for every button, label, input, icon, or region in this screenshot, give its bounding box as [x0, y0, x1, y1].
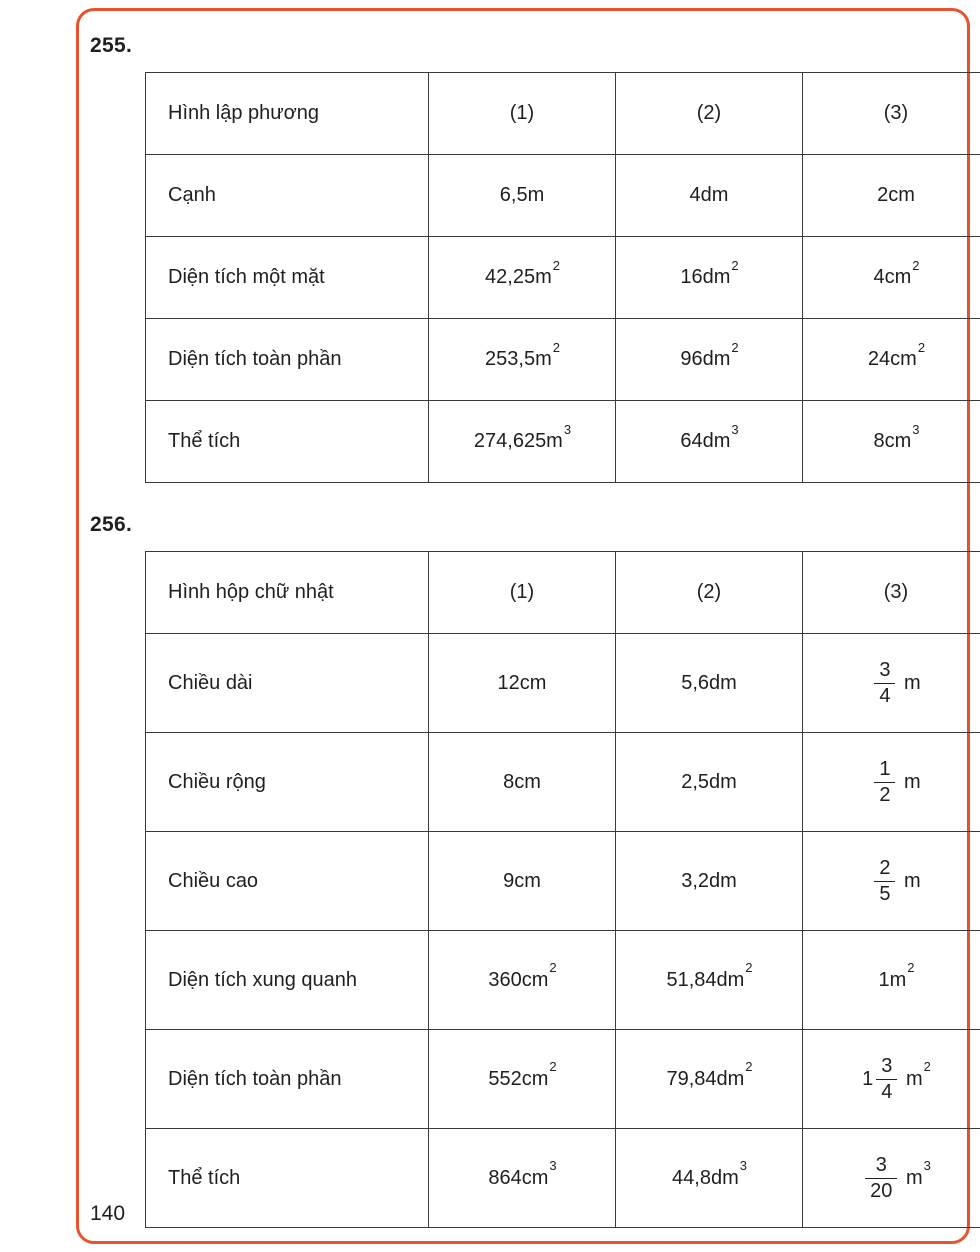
table-row	[146, 155, 980, 237]
column-header: (3)	[803, 552, 980, 634]
value-cell: $24cm^2$	[803, 319, 980, 401]
column-header: (2)	[616, 552, 803, 634]
value-cell: $1m^2$	[803, 931, 980, 1030]
exponent: 3	[731, 421, 739, 437]
table-row	[146, 733, 980, 832]
value-cell: 2cm	[803, 155, 980, 237]
table-header-row	[146, 552, 980, 634]
problem-255	[90, 34, 970, 483]
exponent: 2	[917, 339, 926, 355]
row-label: Cạnh	[146, 155, 429, 237]
row-label: Thể tích	[146, 1129, 429, 1228]
page-number: 140	[90, 1202, 126, 1225]
column-header: (1)	[429, 73, 616, 155]
exponent: 3	[912, 421, 920, 437]
value-cell: $\frac{3}{20}$ $m^3$	[803, 1129, 980, 1228]
value-cell: $253,5m^2$	[429, 319, 616, 401]
column-header: Hình hộp chữ nhật	[146, 552, 429, 634]
exponent: 2	[549, 1059, 557, 1074]
table-row	[146, 832, 980, 931]
value-cell: $44,8dm^3$	[616, 1129, 803, 1228]
value-cell: 3,2dm	[616, 832, 803, 931]
exponent: 2	[549, 960, 557, 975]
value-cell: $64dm^3$	[616, 401, 803, 483]
value-cell: $\frac{3}{4}$ m	[803, 634, 980, 733]
rectangular-box-table	[145, 551, 980, 1228]
value-cell: $\frac{1}{2}$ m	[803, 733, 980, 832]
table-row	[146, 401, 980, 483]
value-cell: 4dm	[616, 155, 803, 237]
value-cell: 1 $\frac{3}{4}$ $m^2$	[803, 1030, 980, 1129]
exponent: 2	[745, 960, 753, 975]
fraction: $\frac{2}{5}$	[874, 857, 895, 906]
problem-number: 256.	[90, 513, 133, 536]
column-header: (2)	[616, 73, 803, 155]
fraction: $\frac{3}{20}$	[865, 1154, 897, 1203]
value-cell: 6,5m	[429, 155, 616, 237]
exponent: 2	[907, 960, 915, 975]
exponent: 2	[552, 339, 560, 355]
value-cell: $8cm^3$	[803, 401, 980, 483]
column-header: (1)	[429, 552, 616, 634]
table-row	[146, 931, 980, 1030]
table-row	[146, 319, 980, 401]
value-cell: 5,6dm	[616, 634, 803, 733]
table-row	[146, 634, 980, 733]
table-row	[146, 1030, 980, 1129]
value-cell: 8cm	[429, 733, 616, 832]
row-label: Chiều dài	[146, 634, 429, 733]
value-cell: $42,25m^2$	[429, 237, 616, 319]
value-cell: 9cm	[429, 832, 616, 931]
fraction: $\frac{3}{4}$	[874, 659, 895, 708]
exponent: 3	[563, 421, 572, 437]
value-cell: $4cm^2$	[803, 237, 980, 319]
page-content	[76, 8, 970, 1228]
exponent: 3	[739, 1158, 747, 1173]
value-cell: $\frac{2}{5}$ m	[803, 832, 980, 931]
value-cell: $360cm^2$	[429, 931, 616, 1030]
row-label: Chiều rộng	[146, 733, 429, 832]
table-header-row	[146, 73, 980, 155]
row-label: Chiều cao	[146, 832, 429, 931]
value-cell: $51,84dm^2$	[616, 931, 803, 1030]
exponent: 2	[912, 257, 920, 273]
exponent: 2	[552, 257, 560, 273]
value-cell: 12cm	[429, 634, 616, 733]
problem-256	[90, 513, 970, 1228]
exponent: 2	[731, 257, 739, 273]
fraction: $\frac{3}{4}$	[876, 1055, 897, 1104]
value-cell: $16dm^2$	[616, 237, 803, 319]
value-cell: $79,84dm^2$	[616, 1030, 803, 1129]
exponent: 3	[923, 1157, 931, 1173]
column-header: Hình lập phương	[146, 73, 429, 155]
exponent: 2	[745, 1059, 753, 1074]
column-header: (3)	[803, 73, 980, 155]
row-label: Diện tích một mặt	[146, 237, 429, 319]
fraction: $\frac{1}{2}$	[874, 758, 895, 807]
table-row	[146, 1129, 980, 1228]
row-label: Diện tích toàn phần	[146, 1030, 429, 1129]
exponent: 2	[923, 1058, 931, 1074]
row-label: Thể tích	[146, 401, 429, 483]
value-cell: $274,625m^3$	[429, 401, 616, 483]
row-label: Diện tích xung quanh	[146, 931, 429, 1030]
value-cell: $552cm^2$	[429, 1030, 616, 1129]
cube-table	[145, 72, 980, 483]
table-row	[146, 237, 980, 319]
problem-number: 255.	[90, 34, 133, 57]
value-cell: 2,5dm	[616, 733, 803, 832]
value-cell: $864cm^3$	[429, 1129, 616, 1228]
exponent: 2	[731, 339, 739, 355]
value-cell: $96dm^2$	[616, 319, 803, 401]
exponent: 3	[549, 1158, 557, 1173]
row-label: Diện tích toàn phần	[146, 319, 429, 401]
